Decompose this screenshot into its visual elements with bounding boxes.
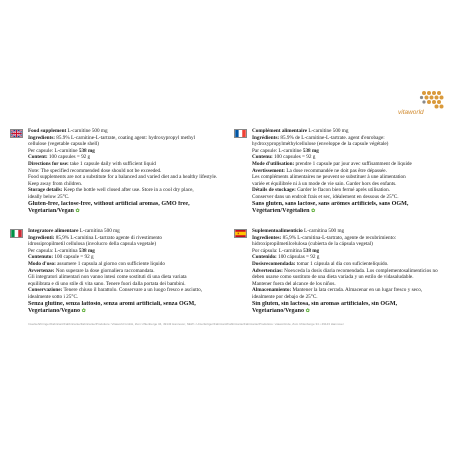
note-2: Food supplements are not a substitute for a balanced and varied diet and a healthy lifestyle. xyxy=(28,174,218,181)
ingredients-text: 85,9% L-carnitina-L-tartrato, agente de recubrimiento: xyxy=(281,234,397,241)
per-capsule-value: 538 mg xyxy=(302,147,319,154)
vegan-leaf-icon: ✿ xyxy=(81,308,86,314)
note-1-label: Advertencias: xyxy=(252,267,283,274)
vitaworld-logo xyxy=(394,85,446,125)
note-2: Les compléments alimentaires ne peuvent se substituer à une alimentation xyxy=(252,174,406,181)
heading: Complément alimentaire xyxy=(252,128,308,134)
ingredients-text2: hidroxipropilmetilcelulosa (cubierta de la cápsula vegetal) xyxy=(252,241,373,248)
ingredients-text2: hydroxypropylméthylcellulose (enveloppe de la capsule végétale) xyxy=(252,141,389,148)
contents-text: 100 capsules = 92 g xyxy=(272,154,316,161)
note-1: Non superare la dose giornaliera raccomandata. xyxy=(54,267,155,274)
claims-1: Gluten-free, lactose-free, without artificial aromas, GMO free, xyxy=(28,200,190,207)
storage-text: Tenere chiuso il barattolo. Conservare a un luogo fresco e asciutto, xyxy=(62,287,202,294)
contents-label: Contenuto: xyxy=(28,254,54,261)
claims-2: Vegetariano/Vegano xyxy=(28,307,81,314)
storage-text: Garder le flacon bien fermé après utilisation. xyxy=(295,187,391,194)
heading: Suplementoalimenticio xyxy=(252,228,303,234)
vegan-leaf-icon: ✿ xyxy=(75,208,80,214)
storage-text2: Conserver dans un endroit frais et sec, idéalement en dessous de 25°C. xyxy=(252,193,399,200)
note-1: Noexceda la dosis diaria recomendada. Los complementosalimenticios no xyxy=(282,267,438,274)
italian-panel xyxy=(28,228,223,315)
note-3: variée et équilibrée ni à un mode de vie sain. Garder hors des enfants. xyxy=(252,180,397,187)
note-3: Mantener fuera del alcance de los niños. xyxy=(252,280,336,287)
claims-2: Vegetariano/Vegano xyxy=(252,307,305,314)
french-panel xyxy=(252,128,444,215)
heading-rest: L-carnitine 500 mg xyxy=(66,128,108,134)
note-1-label: Avvertenze: xyxy=(28,267,55,274)
claims-1: Sin gluten, sin lactosa, sin aromas artificiales, sin OGM, xyxy=(252,300,398,307)
per-capsule: Per capsule: L-carnitine xyxy=(28,147,79,154)
heading-rest: L-carnitine 500 mg xyxy=(307,128,349,134)
contents-text: 100 capsule = 92 g xyxy=(53,254,94,261)
directions-text: take 1 capsule daily with sufficient liquid xyxy=(68,160,156,167)
contents-text: 100 capsules = 92 g xyxy=(47,154,91,161)
claims-2: Vegetarian/Vegan xyxy=(28,207,74,214)
storage-text2: idealmente por debajo de 25°C. xyxy=(252,293,318,300)
ingredients-label: Ingredienti: xyxy=(28,234,55,241)
ingredients-text: 85.9% L-carnitine-L-tartrate, coating agent: hydroxypropyl methyl xyxy=(55,134,196,141)
contents-text: 100 cápsulas = 92 g xyxy=(276,254,320,261)
note-3: equilibrata e di uno stile di vita sano. Tenere fuori dalla portata dei bambini. xyxy=(28,280,186,287)
contents-label: Contenu: xyxy=(252,154,273,161)
ingredients-label: Ingredients: xyxy=(28,134,55,141)
per-capsule: Por cápsula: L-carnitina xyxy=(252,247,304,254)
storage-text: Keep the bottle well closed after use. Store in a cool dry place, xyxy=(62,187,194,194)
ingredients-label: Ingredientes: xyxy=(252,234,282,241)
note-1: La dose recommandée ne doit pas être dépassée. xyxy=(285,167,387,174)
storage-label: Almacenamiento: xyxy=(252,287,292,294)
ingredients-text2: idrossipropilmetil cellulosa (involucro della capsula vegetale) xyxy=(28,241,157,248)
note-1-label: Avertissement: xyxy=(252,167,286,174)
heading: Food supplement xyxy=(28,128,67,134)
contents-label: Content: xyxy=(28,154,48,161)
storage-label: Conservazione: xyxy=(28,287,63,294)
vegan-leaf-icon: ✿ xyxy=(305,308,310,314)
ingredients-text: 85.9% de L-carnitine-L-tartrate. agent d'enrobage: xyxy=(279,134,385,141)
directions-label: Mode d'utilisation: xyxy=(252,160,295,167)
directions-label: Modo d'uso: xyxy=(28,260,56,267)
directions-text: prendre 1 capsule par jour avec suffisamment de liquide xyxy=(294,160,412,167)
france-flag-icon xyxy=(234,129,247,138)
heading-rest: L-carnitina 500 mg xyxy=(302,228,345,234)
manufacturer-footer: Inverkehrbringer/Fabricant/Fabbricante/Fabricante/Produttore: Vitaworld GmbH, Zum Uhlenberge 34, 49143 Hannover, NEW • Unterfertiger/Fabricant/Fabbricante/Fabricante/Produttore: vitaworld.de, Zum Uhlenberge 34 • 49143 Hannover xyxy=(28,322,344,326)
directions-label: Directions for use: xyxy=(28,160,69,167)
ingredients-label: Ingrédients: xyxy=(252,134,280,141)
spanish-panel xyxy=(252,228,444,315)
note-2: Gli integratori alimentari non vanno intesi come sostituti di una dieta variata xyxy=(28,274,187,281)
vegan-leaf-icon: ✿ xyxy=(311,208,316,214)
spain-flag-icon xyxy=(234,229,247,238)
note-3: Keep away from children. xyxy=(28,180,83,187)
per-capsule: Par capsule: L-carnitine xyxy=(252,147,303,154)
storage-text: Mantener la lata cerrada. Almacenar en un lugar fresco y seco, xyxy=(291,287,423,294)
heading-rest: L-carnitina 500 mg xyxy=(78,228,120,234)
per-capsule-value: 538 mg xyxy=(303,247,320,254)
ingredients-text: 85,9% L-carnitina L-tartrato agente di rivestimento xyxy=(54,234,163,241)
directions-text: tomar 1 cápsula al día con suficientelíquido. xyxy=(295,260,389,267)
storage-label: Storage details: xyxy=(28,187,63,194)
claims-2: Végétarien/Végétalien xyxy=(252,207,310,214)
note-2: deben usarse como sustituto de una dieta variada y un estilo de vidasaludable. xyxy=(252,274,414,281)
per-capsule: Per capsula: L-carnitina xyxy=(28,247,79,254)
directions-text: assumere 1 capsula al giorno con sufficiente liquido xyxy=(55,260,165,267)
storage-text2: idealmente sotto i 25°C. xyxy=(28,293,79,300)
per-capsule-value: 538 mg xyxy=(78,247,95,254)
claims-1: Sans gluten, sans lactose, sans arômes artificiels, sans OGM, xyxy=(252,200,409,207)
heading: Integratore alimentare xyxy=(28,228,79,234)
ingredients-text2: cellulose (vegetable capsule shell) xyxy=(28,141,100,148)
english-panel xyxy=(28,128,223,215)
storage-label: Détails de stockage: xyxy=(252,187,296,194)
claims-1: Senza glutine, senza lattosio, senza aromi artificiali, senza OGM, xyxy=(28,300,196,307)
storage-text2: ideally below 25°C. xyxy=(28,193,70,200)
per-capsule-value: 538 mg xyxy=(78,147,95,154)
logo-text: vitaworld xyxy=(398,109,424,116)
italy-flag-icon xyxy=(10,229,23,238)
note-1: Note: The specified recommended dose should not be exceeded. xyxy=(28,167,162,174)
contents-label: Contenido: xyxy=(252,254,277,261)
directions-label: Dosisrecomendada: xyxy=(252,260,296,267)
uk-flag-icon xyxy=(10,129,23,138)
